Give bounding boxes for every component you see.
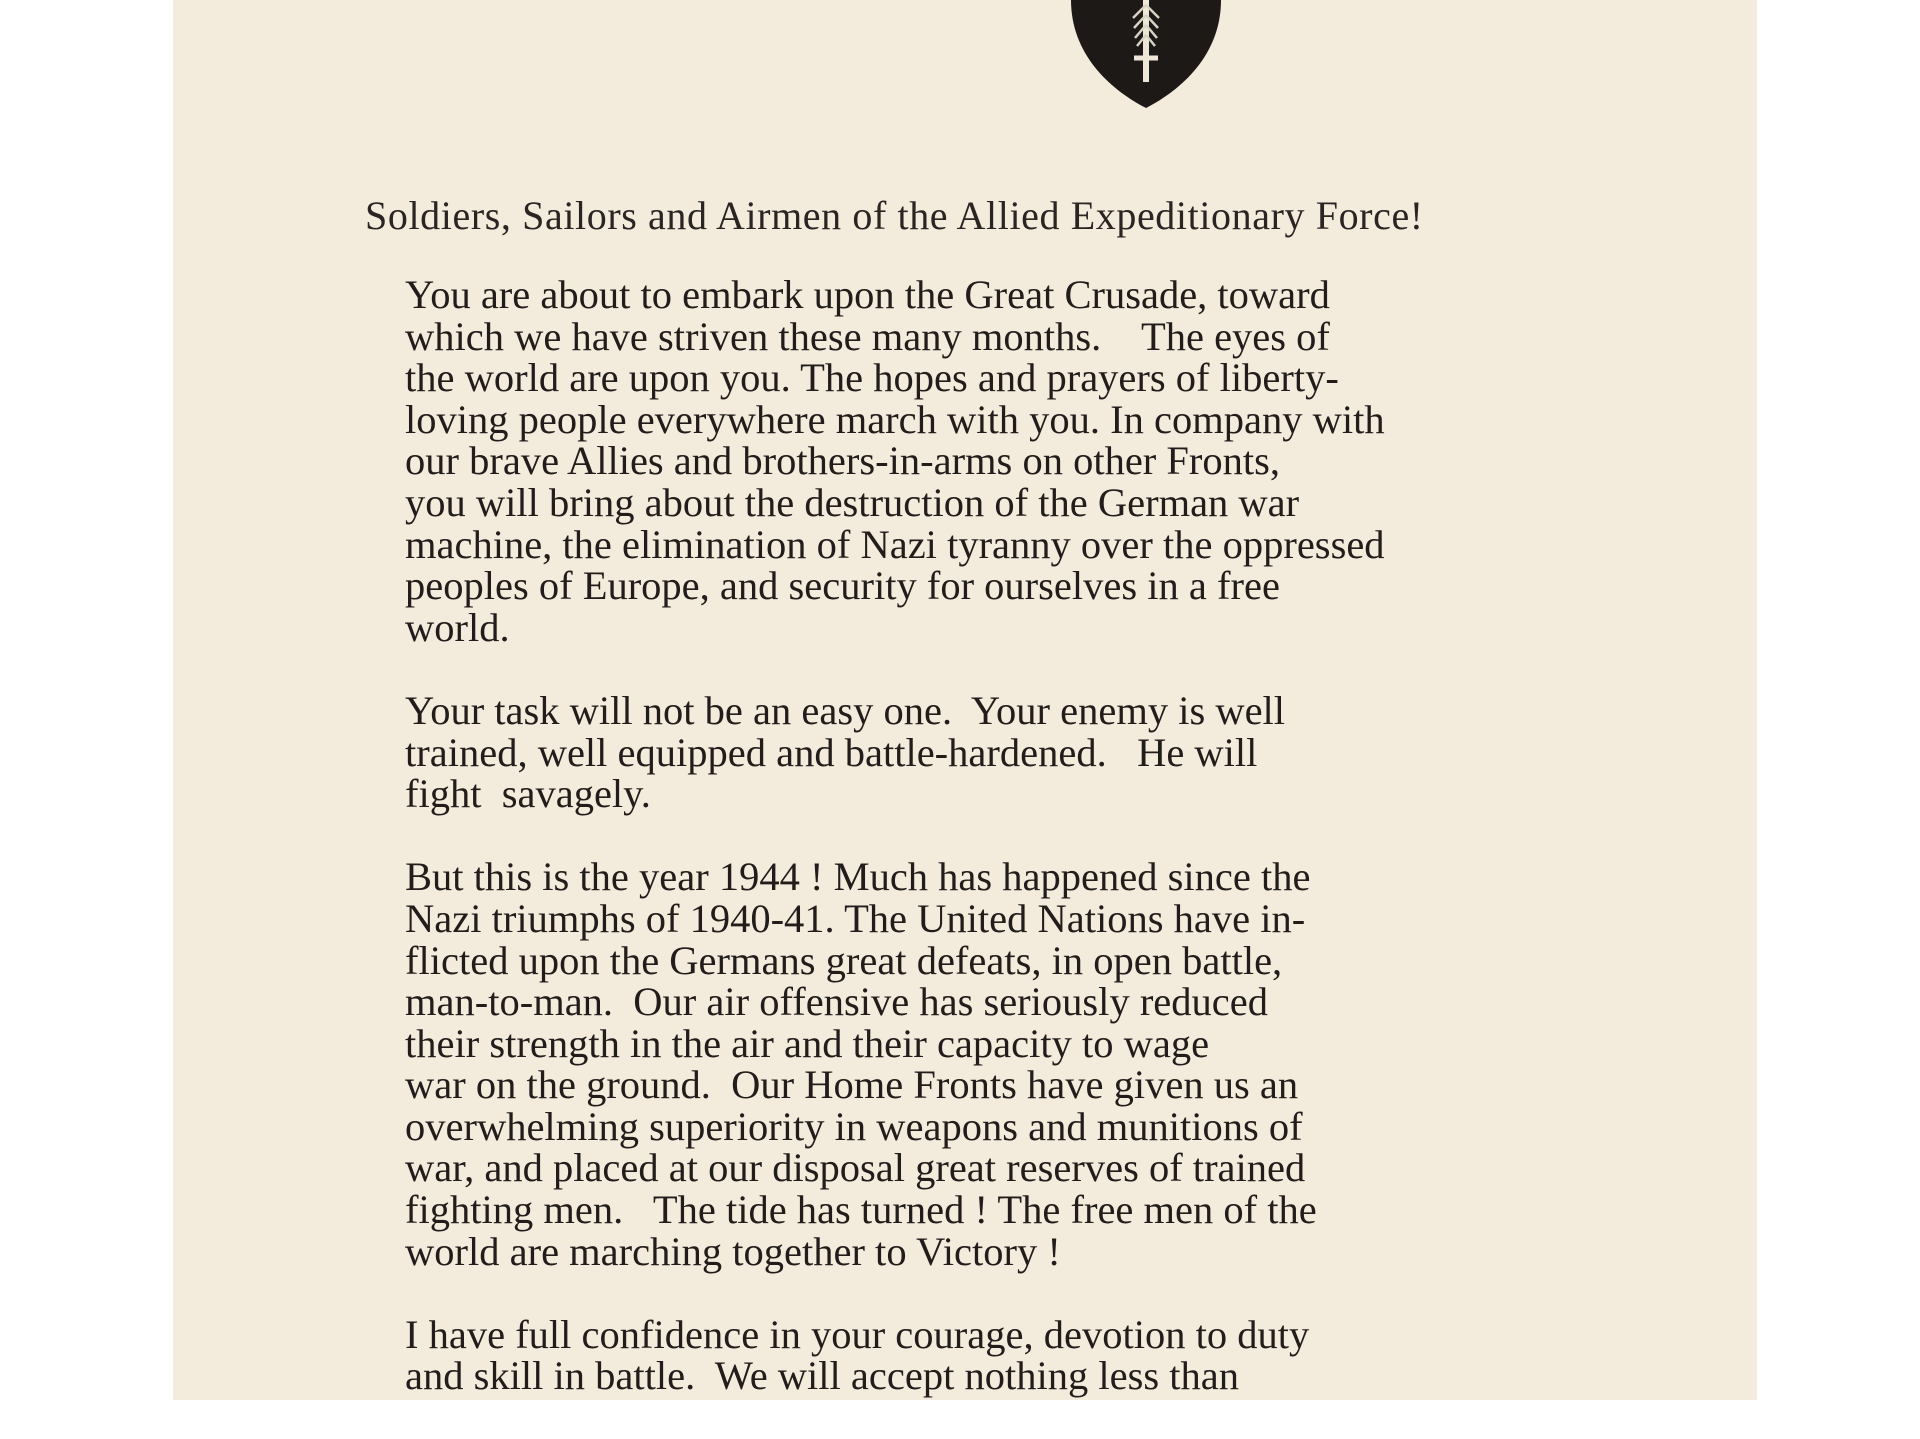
text-line: their strength in the air and their capacity to wage [405, 1020, 1210, 1066]
paragraph-1 [405, 274, 1525, 648]
text-line: and skill in battle. We will accept nothing less than [405, 1353, 1239, 1399]
text-line: war on the ground. Our Home Fronts have given us an [405, 1062, 1299, 1108]
paragraph-4 [405, 1311, 1525, 1399]
text-line: you will bring about the destruction of the German war [405, 479, 1300, 525]
paragraph-3 [405, 856, 1525, 1272]
text-line: fighting men. The tide has turned ! The free men of the [405, 1187, 1317, 1233]
text-line: fight savagely. [405, 771, 651, 817]
text-line: overwhelming superiority in weapons and munitions of [405, 1103, 1303, 1149]
text-line: Your task will not be an easy one. Your enemy is well [405, 687, 1286, 733]
text-line: peoples of Europe, and security for ourselves in a free [405, 563, 1280, 609]
message-body [405, 274, 1525, 1439]
text-line: flicted upon the Germans great defeats, in open battle, [405, 937, 1283, 983]
salutation-heading: Soldiers, Sailors and Airmen of the Allied Expeditionary Force! [365, 193, 1424, 238]
text-line: But this is the year 1944 ! Much has happened since the [405, 854, 1311, 900]
text-line: war, and placed at our disposal great reserves of trained [405, 1145, 1306, 1191]
text-line: You are about to embark upon the Great Crusade, toward [405, 272, 1330, 317]
shield-sword-icon [1071, 0, 1221, 110]
text-line: loving people everywhere march with you. In company with [405, 396, 1385, 442]
text-line: trained, well equipped and battle-hardened. He will [405, 729, 1258, 775]
text-line: machine, the elimination of Nazi tyranny over the oppressed [405, 521, 1385, 567]
text-line: our brave Allies and brothers-in-arms on other Fronts, [405, 438, 1281, 484]
paragraph-2 [405, 687, 1525, 817]
text-line: world are marching together to Victory ! [405, 1228, 1061, 1274]
text-line: world. [405, 604, 510, 650]
text-line: man-to-man. Our air offensive has seriously reduced [405, 979, 1268, 1025]
text-line: the world are upon you. The hopes and prayers of liberty- [405, 355, 1339, 401]
text-line: Nazi triumphs of 1940-41. The United Nations have in- [405, 895, 1306, 941]
text-line: I have full confidence in your courage, devotion to duty [405, 1311, 1310, 1357]
text-line: which we have striven these many months. The eyes of [405, 313, 1330, 359]
